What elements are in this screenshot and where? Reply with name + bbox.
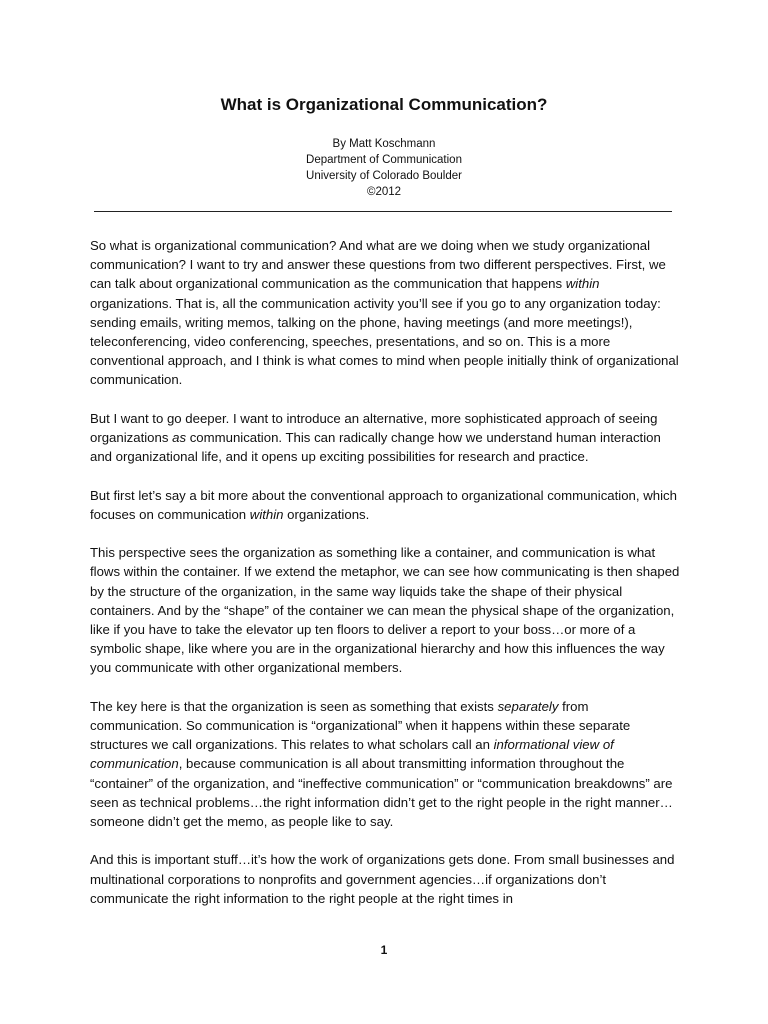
paragraph-text: The key here is that the organization is seen as something that exists: [90, 698, 498, 714]
paragraph-text: , because communication is all about transmitting information throughout the “container” of the organization, and “ineffective communication” or “communication breakdowns” are seen as technical problems…the right information didn’t get to the right people in the right manner…someone didn’t get the memo, as people like to say.: [90, 756, 673, 830]
byline: [0, 136, 768, 200]
paragraph-text: This perspective sees the organization as something like a container, and communication is what flows within the container. If we extend the metaphor, we can see how communicating is then shaped by the structure of the organization, in the same way liquids take the shape of their physical containers. And by the “shape” of the container we can mean the physical shape of the organization, like if you have to take the elevator up ten floors to deliver a report to your boss…or more of a symbolic shape, like where you are in the organizational hierarchy and how this influences the way you communicate with other organizational members.: [90, 545, 680, 676]
page-number: 1: [380, 943, 388, 957]
paragraph-text: But first let’s say a bit more about the conventional approach to organizational communication, which focuses on communication: [90, 487, 677, 522]
italic-text: separately: [497, 698, 559, 714]
paragraph-text: But I want to go deeper. I want to introduce an alternative, more sophisticated approach of seeing organizations: [90, 410, 658, 446]
body-text: [90, 236, 680, 908]
body-paragraph: [90, 850, 680, 908]
paragraph-text: organizations. That is, all the communication activity you’ll see if you go to any organization today: sending emails, writing memos, talking on the phone, having meetings (and more meetings!), teleconferencing, video conferencing, speeches, presentations, and so on. This is a more conventional approach, and I think is what comes to mind when people initially think of organizational communication.: [90, 295, 679, 388]
italic-text: informational view of communication: [90, 737, 614, 772]
paragraph-text: from communication. So communication is “organizational” when it happens within these separate structures we call organizations. This relates to what scholars call an: [90, 698, 631, 753]
byline-copyright: ©2012: [366, 186, 402, 198]
body-paragraph: [90, 236, 680, 390]
body-paragraph: [90, 409, 680, 467]
paragraph-text: communication. This can radically change how we understand human interaction and organizational life, and it opens up exciting possibilities for research and practice.: [90, 430, 661, 465]
byline-department: Department of Communication: [306, 154, 462, 166]
italic-text: within: [249, 506, 284, 522]
paragraph-text: So what is organizational communication? And what are we doing when we study organizational communication? I want to try and answer these questions from two different perspectives. First, we can talk about organizational communication as the communication that happens: [90, 238, 666, 292]
document-title: What is Organizational Communication?: [220, 95, 548, 114]
paragraph-text: organizations.: [283, 506, 370, 522]
italic-text: within: [565, 276, 600, 292]
body-paragraph: [90, 697, 680, 831]
italic-text: as: [172, 430, 187, 446]
byline-author: By Matt Koschmann: [332, 138, 436, 150]
body-paragraph: [90, 486, 680, 524]
horizontal-rule: [94, 211, 672, 212]
paragraph-text: And this is important stuff…it’s how the work of organizations gets done. From small businesses and multinational corporations to nonprofits and government agencies…if organizations don’t communicate the right information to the right people at the right times in: [90, 852, 675, 906]
byline-university: University of Colorado Boulder: [306, 170, 462, 182]
body-paragraph: [90, 543, 680, 677]
